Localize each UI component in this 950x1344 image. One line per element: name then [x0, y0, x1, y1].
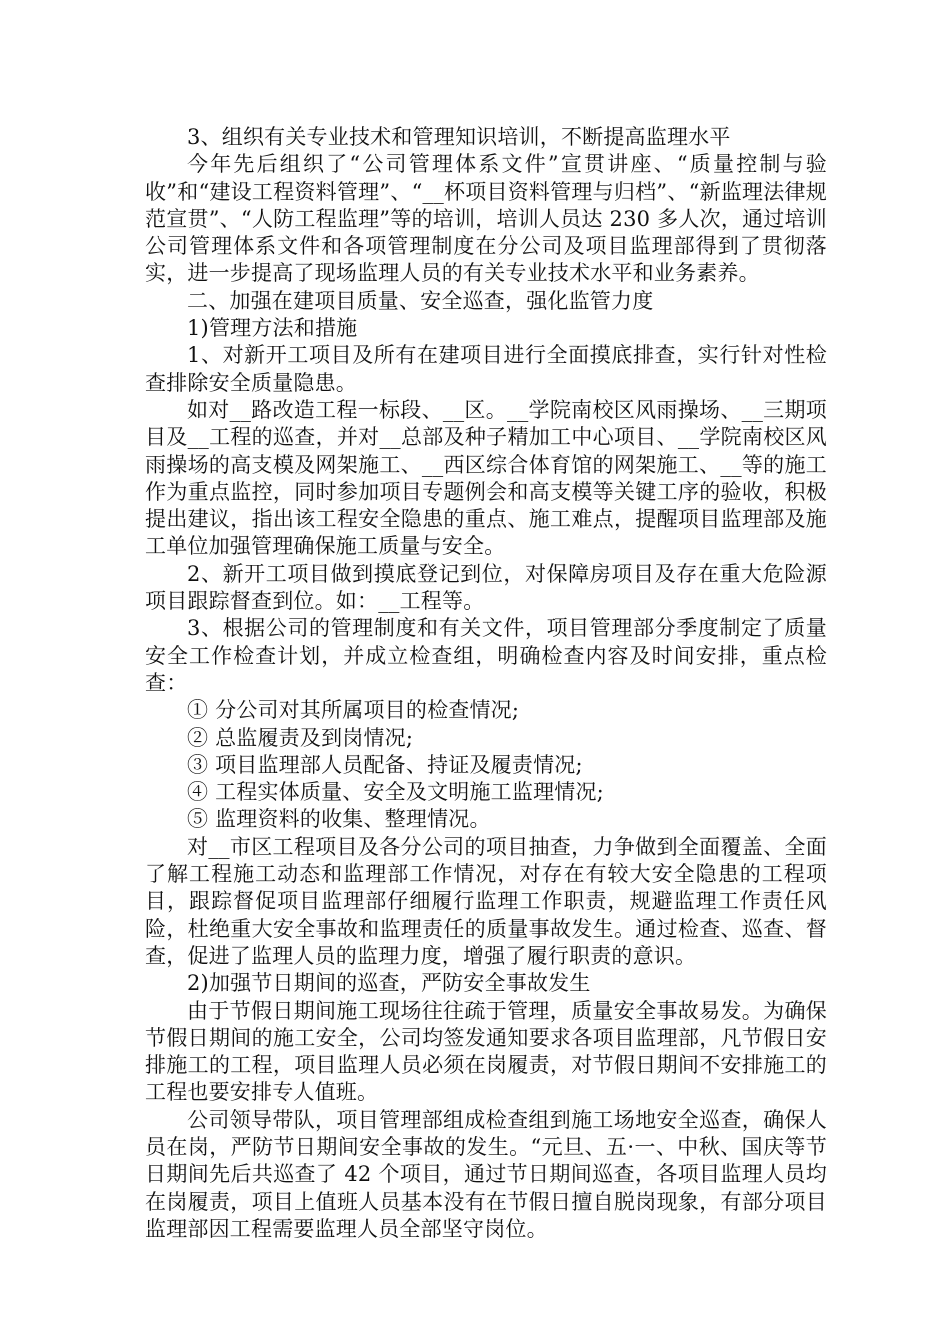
paragraph-spot-check: 对__市区工程项目及各分公司的项目抽查，力争做到全面覆盖、全面了解工程施工动态和监理部工作情况，对存在有较大安全隐患的工程项目，跟踪督促项目监理部仔细履行监理工作职责，规避监理工作责任风险，杜绝重大安全事故和监理责任的质量事故发生。通过检查、巡查、督查，促进了监理人员的监理力度，增强了履行职责的意识。 — [145, 834, 827, 968]
list-item-4: ④ 工程实体质量、安全及文明施工监理情况; — [187, 780, 604, 805]
document-body — [145, 124, 827, 1243]
subsection-heading-holiday: 2)加强节日期间的巡查，严防安全事故发生 — [187, 971, 591, 996]
section-heading-inspection: 二、加强在建项目质量、安全巡查，强化监管力度 — [187, 288, 654, 313]
list-item-1: ① 分公司对其所属项目的检查情况; — [187, 698, 520, 723]
section-heading-training: 3、组织有关专业技术和管理知识培训，不断提高监理水平 — [187, 125, 731, 149]
paragraph-point-2: 2、新开工项目做到摸底登记到位，对保障房项目及存在重大危险源项目跟踪督查到位。如：__工程等。 — [145, 561, 827, 614]
paragraph-holiday-results: 公司领导带队，项目管理部组成检查组到施工场地安全巡查，确保人员在岗，严防节日期间安全事故的发生。“元旦、五·一、中秋、国庆等节日期间先后共巡查了 42 个项目，通过节日期间巡查，各项目监理人员均在岗履责，项目上值班人员基本没有在节假日擅自脱岗现象，有部分项目监理部因工程需要监理人员全部坚守岗位。 — [145, 1107, 827, 1241]
paragraph-point-1: 1、对新开工项目及所有在建项目进行全面摸底排查，实行针对性检查排除安全质量隐患。 — [145, 343, 827, 395]
paragraph-point-3: 3、根据公司的管理制度和有关文件，项目管理部分季度制定了质量安全工作检查计划，并成立检查组，明确检查内容及时间安排，重点检查： — [145, 616, 827, 695]
list-item-3: ③ 项目监理部人员配备、持证及履责情况; — [187, 752, 583, 777]
list-item-5: ⑤ 监理资料的收集、整理情况。 — [187, 807, 491, 832]
paragraph-inspection-examples: 如对__路改造工程一标段、__区。__学院南校区风雨操场、__三期项目及__工程的巡查，并对__总部及种子精加工中心项目、__学院南校区风雨操场的高支模及网架施工、__西区综合体育馆的网架施工、__等的施工作为重点监控，同时参加项目专题例会和高支模等关键工序的验收，积极提出建议，指出该工程安全隐患的重点、施工难点，提醒项目监理部及施工单位加强管理确保施工质量与安全。 — [145, 397, 827, 559]
paragraph-holiday-reason: 由于节假日期间施工现场往往疏于管理，质量安全事故易发。为确保节假日期间的施工安全，公司均签发通知要求各项目监理部，凡节假日安排施工的工程，项目监理人员必须在岗履责，对节假日期间不安排施工的工程也要安排专人值班。 — [145, 998, 827, 1105]
list-item-2: ② 总监履责及到岗情况; — [187, 725, 414, 750]
paragraph-training-details: 今年先后组织了“公司管理体系文件”宣贯讲座、“质量控制与验收”和“建设工程资料管理”、“__杯项目资料管理与归档”、“新监理法律规范宣贯”、“人防工程监理”等的培训，培训人员达 230 多人次，通过培训公司管理体系文件和各项管理制度在分公司及项目监理部得到了贯彻落实，进一步提高了现场监理人员的有关专业技术水平和业务素养。 — [145, 152, 827, 286]
subsection-heading-methods: 1)管理方法和措施 — [187, 316, 358, 341]
